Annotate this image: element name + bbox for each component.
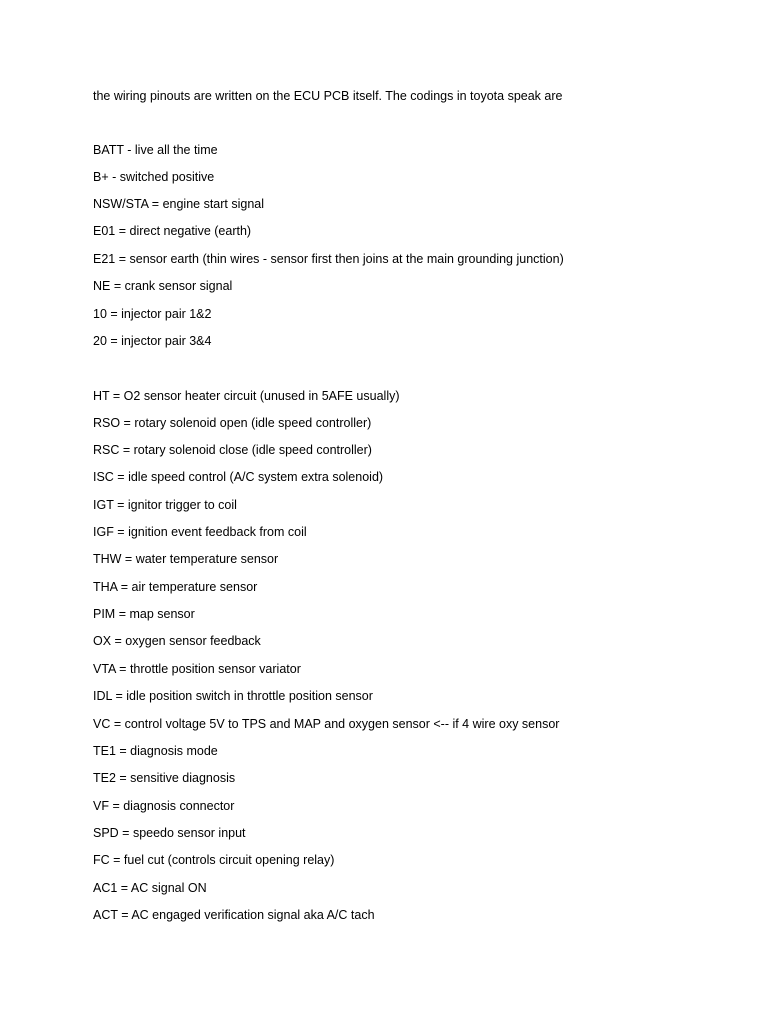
pinout-vta: VTA = throttle position sensor variator: [93, 662, 301, 676]
pinout-ne: NE = crank sensor signal: [93, 279, 233, 293]
pinout-10: 10 = injector pair 1&2: [93, 307, 212, 321]
pinout-vf: VF = diagnosis connector: [93, 799, 235, 813]
pinout-ox: OX = oxygen sensor feedback: [93, 634, 261, 648]
pinout-bplus: B+ - switched positive: [93, 170, 215, 184]
pinout-fc: FC = fuel cut (controls circuit opening relay): [93, 853, 335, 867]
pinout-rso: RSO = rotary solenoid open (idle speed controller): [93, 416, 372, 430]
pinout-idl: IDL = idle position switch in throttle position sensor: [93, 689, 373, 703]
pinout-tha: THA = air temperature sensor: [93, 580, 258, 594]
pinout-ac1: AC1 = AC signal ON: [93, 881, 207, 895]
pinout-e21: E21 = sensor earth (thin wires - sensor first then joins at the main grounding junction): [93, 252, 564, 266]
pinout-isc: ISC = idle speed control (A/C system extra solenoid): [93, 470, 384, 484]
pinout-batt: BATT - live all the time: [93, 143, 218, 157]
pinout-act: ACT = AC engaged verification signal aka A/C tach: [93, 908, 375, 922]
pinout-ht: HT = O2 sensor heater circuit (unused in 5AFE usually): [93, 389, 400, 403]
pinout-vc: VC = control voltage 5V to TPS and MAP and oxygen sensor <-- if 4 wire oxy sensor: [93, 717, 560, 731]
pinout-spd: SPD = speedo sensor input: [93, 826, 246, 840]
pinout-pim: PIM = map sensor: [93, 607, 195, 621]
pinout-igt: IGT = ignitor trigger to coil: [93, 498, 237, 512]
pinout-nsw-sta: NSW/STA = engine start signal: [93, 197, 265, 211]
pinout-e01: E01 = direct negative (earth): [93, 224, 252, 238]
pinout-te2: TE2 = sensitive diagnosis: [93, 771, 236, 785]
pinout-te1: TE1 = diagnosis mode: [93, 744, 218, 758]
pinout-igf: IGF = ignition event feedback from coil: [93, 525, 307, 539]
pinout-20: 20 = injector pair 3&4: [93, 334, 212, 348]
pinout-thw: THW = water temperature sensor: [93, 552, 279, 566]
pinout-rsc: RSC = rotary solenoid close (idle speed controller): [93, 443, 372, 457]
intro-text: the wiring pinouts are written on the ECU PCB itself. The codings in toyota speak are: [93, 89, 563, 103]
